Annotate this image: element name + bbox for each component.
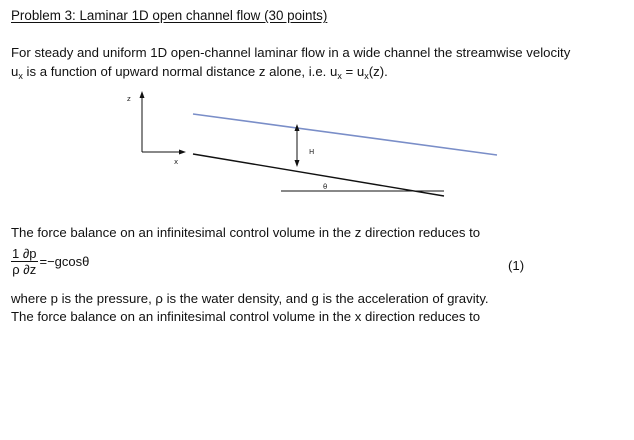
equation-1 — [11, 246, 89, 277]
velocity-symbol: u — [11, 64, 19, 79]
x-axis-arrowhead — [179, 150, 186, 155]
z-axis-arrowhead — [140, 91, 145, 98]
equation-rhs: =−gcosθ — [39, 254, 90, 269]
angle-label: θ — [323, 183, 328, 191]
fraction-numerator: 1 ∂p — [12, 246, 37, 261]
velocity-subscript: x — [337, 71, 342, 81]
velocity-subscript: x — [364, 71, 369, 81]
intro-text-3: (z). — [368, 64, 388, 79]
x-axis-label: x — [174, 158, 179, 166]
equation-number: (1) — [508, 258, 525, 273]
pressure-gradient-fraction — [11, 246, 38, 277]
depth-arrow-head-bottom — [295, 160, 300, 167]
channel-bed-line — [193, 154, 444, 196]
intro-line-1: For steady and uniform 1D open-channel laminar flow in a wide channel the streamwise velocity — [11, 45, 571, 60]
force-balance-x-text: The force balance on an infinitesimal control volume in the x direction reduces to — [11, 309, 481, 324]
free-surface-line — [193, 114, 497, 155]
force-balance-z-text: The force balance on an infinitesimal control volume in the z direction reduces to — [11, 225, 481, 240]
depth-label: H — [309, 148, 315, 156]
intro-text-1: is a function of upward normal distance z alone, i.e. u — [22, 64, 338, 79]
problem-title: Problem 3: Laminar 1D open channel flow (30 points) — [11, 8, 328, 23]
intro-text-2: = u — [341, 64, 365, 79]
fraction-denominator: ρ ∂z — [12, 262, 37, 277]
velocity-subscript: x — [18, 71, 23, 81]
where-text: where p is the pressure, ρ is the water density, and g is the acceleration of gravity. — [11, 291, 489, 306]
z-axis-label: z — [127, 95, 131, 103]
